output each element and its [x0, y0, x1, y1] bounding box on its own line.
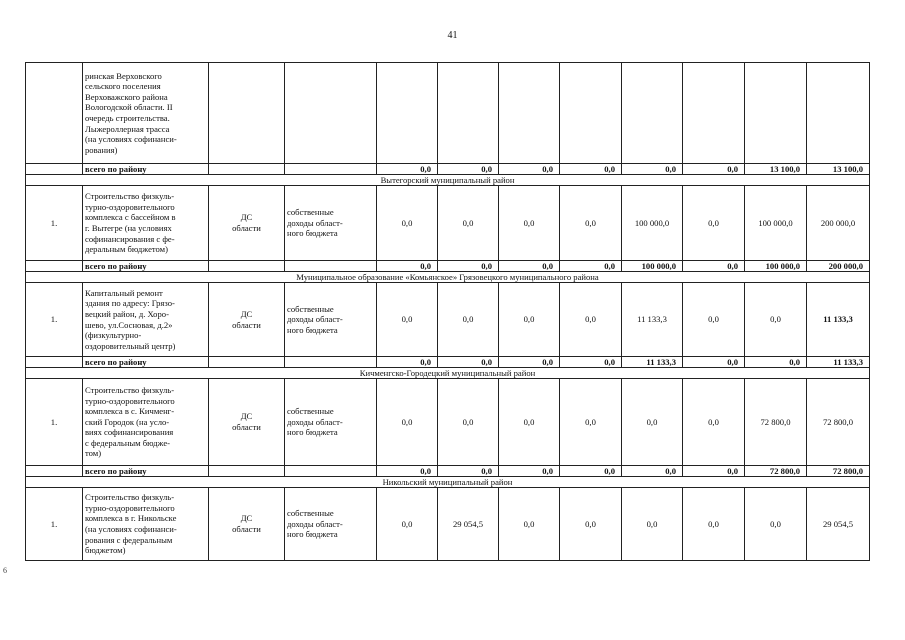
margin-mark: 6	[3, 566, 7, 575]
amount-cell: 0,0	[560, 466, 622, 477]
funding-line: ного бюджета	[287, 427, 338, 438]
amount-cell: 0,0	[499, 186, 560, 261]
amount-cell	[622, 63, 683, 164]
amount-cell: 0,0	[560, 186, 622, 261]
amount-cell: 0,0	[438, 186, 499, 261]
district-header-row	[26, 175, 870, 186]
amount-cell: 13 100,0	[807, 164, 870, 175]
funding-line: собственные	[287, 406, 334, 417]
project-description-line: рования)	[85, 144, 118, 155]
amount-cell: 0,0	[683, 488, 745, 561]
page-number: 41	[447, 30, 458, 41]
project-description-line: ринская Верховского	[85, 70, 162, 81]
amount-cell: 0,0	[499, 261, 560, 272]
source-line: области	[232, 524, 261, 534]
amount-cell: 29 054,5	[807, 488, 870, 561]
funding-cell	[285, 466, 377, 477]
project-description-line: Строительство физкуль-	[85, 191, 175, 202]
amount-cell: 0,0	[499, 466, 560, 477]
amount-cell: 0,0	[745, 283, 807, 357]
project-row	[26, 379, 870, 466]
amount-cell: 0,0	[499, 379, 560, 466]
district-title: Вытегорский муниципальный район	[26, 175, 870, 186]
project-description-line: Вологодской области. II	[85, 102, 173, 113]
total-label: всего по району	[83, 261, 209, 272]
source-cell	[209, 357, 285, 368]
source-cell	[209, 379, 285, 466]
amount-cell: 0,0	[438, 164, 499, 175]
funding-cell	[285, 63, 377, 164]
amount-cell: 0,0	[499, 488, 560, 561]
funding-line: доходы област-	[287, 217, 343, 228]
amount-cell: 29 054,5	[438, 488, 499, 561]
amount-cell: 200 000,0	[807, 261, 870, 272]
funding-line: доходы област-	[287, 416, 343, 427]
funding-line: собственные	[287, 207, 334, 218]
amount-cell: 11 133,3	[622, 357, 683, 368]
amount-cell: 0,0	[377, 466, 438, 477]
project-description-line: том)	[85, 448, 102, 459]
project-description-line: оздоровительный центр)	[85, 340, 176, 351]
funding-line: собственные	[287, 303, 334, 314]
source-line: ДС	[240, 308, 253, 319]
district-header-row	[26, 272, 870, 283]
source-cell	[209, 466, 285, 477]
row-index-cell: 1.	[26, 488, 83, 561]
district-total-row	[26, 261, 870, 272]
district-total-row	[26, 466, 870, 477]
source-cell	[209, 261, 285, 272]
project-row	[26, 186, 870, 261]
project-row	[26, 283, 870, 357]
district-header-row	[26, 368, 870, 379]
amount-cell: 0,0	[560, 379, 622, 466]
amount-cell	[560, 63, 622, 164]
project-description-line: шево, ул.Сосновая, д.2»	[85, 319, 173, 330]
amount-cell: 0,0	[683, 466, 745, 477]
amount-cell: 72 800,0	[745, 466, 807, 477]
project-description-line: очередь строительства.	[85, 113, 170, 123]
project-description-line: виях софинансирования	[85, 427, 174, 438]
row-index-cell	[26, 466, 83, 477]
amount-cell: 0,0	[683, 357, 745, 368]
funding-cell	[285, 379, 377, 466]
total-label: всего по району	[83, 164, 209, 175]
amount-cell: 11 133,3	[807, 357, 870, 368]
amount-cell: 200 000,0	[807, 186, 870, 261]
project-description-line: г. Вытегре (на условиях	[85, 223, 172, 233]
amount-cell: 0,0	[560, 283, 622, 357]
amount-cell: 0,0	[560, 164, 622, 175]
amount-cell: 0,0	[438, 261, 499, 272]
project-description-line: сельского поселения	[85, 81, 161, 92]
project-description-line: комплекса с бассейном в	[85, 212, 176, 223]
district-title: Кичменгско-Городецкий муниципальный район	[26, 368, 870, 379]
amount-cell: 0,0	[438, 466, 499, 477]
amount-cell: 0,0	[683, 283, 745, 357]
amount-cell: 100 000,0	[745, 261, 807, 272]
amount-cell: 0,0	[438, 357, 499, 368]
funding-cell	[285, 164, 377, 175]
source-line: области	[232, 223, 261, 233]
funding-cell	[285, 283, 377, 357]
amount-cell	[807, 63, 870, 164]
amount-cell: 0,0	[560, 357, 622, 368]
project-description	[83, 283, 209, 357]
funding-line: доходы област-	[287, 314, 343, 325]
amount-cell: 100 000,0	[622, 261, 683, 272]
funding-cell	[285, 186, 377, 261]
amount-cell: 72 800,0	[745, 379, 807, 466]
project-description-line: Капитальный ремонт	[85, 287, 163, 298]
project-row	[26, 63, 870, 164]
source-line: ДС	[240, 513, 253, 524]
project-description-line: ский Городок (на усло-	[85, 416, 170, 427]
amount-cell: 0,0	[377, 379, 438, 466]
amount-cell: 0,0	[377, 488, 438, 561]
project-description-line: рования с федеральным	[85, 534, 173, 545]
district-total-row	[26, 164, 870, 175]
source-cell	[209, 164, 285, 175]
amount-cell: 0,0	[683, 164, 745, 175]
project-description	[83, 63, 209, 164]
project-row	[26, 488, 870, 561]
row-index-cell	[26, 261, 83, 272]
amount-cell: 0,0	[377, 261, 438, 272]
project-description-line: вецкий район, д. Хоро-	[85, 308, 169, 319]
source-line: области	[232, 319, 261, 330]
amount-cell: 0,0	[560, 488, 622, 561]
project-description-line: с федеральным бюдже-	[85, 437, 171, 448]
amount-cell: 11 133,3	[807, 283, 870, 357]
source-line: ДС	[240, 411, 253, 422]
amount-cell: 0,0	[622, 488, 683, 561]
amount-cell: 72 800,0	[807, 466, 870, 477]
row-index-cell	[26, 164, 83, 175]
source-cell	[209, 283, 285, 357]
amount-cell: 0,0	[438, 283, 499, 357]
amount-cell: 0,0	[499, 164, 560, 175]
amount-cell: 0,0	[377, 283, 438, 357]
district-title: Никольский муниципальный район	[26, 477, 870, 488]
amount-cell	[745, 63, 807, 164]
amount-cell: 13 100,0	[745, 164, 807, 175]
amount-cell: 72 800,0	[807, 379, 870, 466]
project-description	[83, 186, 209, 261]
project-description-line: (на условиях софинанси-	[85, 524, 177, 534]
source-cell	[209, 186, 285, 261]
amount-cell: 0,0	[683, 261, 745, 272]
amount-cell: 0,0	[438, 379, 499, 466]
district-title: Муниципальное образование «Комьянское» Грязовецкого муниципального района	[26, 272, 870, 283]
funding-line: доходы област-	[287, 518, 343, 529]
amount-cell: 11 133,3	[622, 283, 683, 357]
amount-cell: 0,0	[622, 164, 683, 175]
budget-table	[25, 62, 870, 561]
project-description-line: Строительство физкуль-	[85, 384, 175, 395]
district-header-row	[26, 477, 870, 488]
project-description	[83, 488, 209, 561]
amount-cell	[683, 63, 745, 164]
funding-line: собственные	[287, 508, 334, 519]
project-description-line: турно-оздоровительного	[85, 201, 175, 212]
amount-cell	[438, 63, 499, 164]
row-index-cell: 1.	[26, 186, 83, 261]
source-line: ДС	[240, 212, 253, 223]
source-cell	[209, 63, 285, 164]
project-description-line: турно-оздоровительного	[85, 502, 175, 513]
row-index-cell	[26, 63, 83, 164]
amount-cell: 0,0	[745, 357, 807, 368]
project-description-line: софинансирования с фе-	[85, 233, 175, 244]
amount-cell	[499, 63, 560, 164]
funding-cell	[285, 357, 377, 368]
amount-cell: 0,0	[683, 186, 745, 261]
funding-line: ного бюджета	[287, 324, 338, 335]
project-description-line: комплекса в с. Кичменг-	[85, 406, 175, 417]
district-total-row	[26, 357, 870, 368]
amount-cell: 0,0	[683, 379, 745, 466]
funding-line: ного бюджета	[287, 529, 338, 540]
project-description-line: деральным бюджетом)	[85, 244, 168, 255]
source-line: области	[232, 422, 261, 432]
project-description-line: турно-оздоровительного	[85, 395, 175, 406]
project-description-line: Верховажского района	[85, 91, 168, 102]
row-index-cell: 1.	[26, 379, 83, 466]
project-description-line: комплекса в г. Никольске	[85, 513, 177, 524]
amount-cell: 0,0	[377, 186, 438, 261]
project-description-line: бюджетом)	[85, 545, 126, 556]
source-cell	[209, 488, 285, 561]
amount-cell: 100 000,0	[622, 186, 683, 261]
funding-cell	[285, 488, 377, 561]
amount-cell: 0,0	[622, 379, 683, 466]
row-index-cell: 1.	[26, 283, 83, 357]
project-description-line: (физкультурно-	[85, 330, 142, 341]
funding-line: ного бюджета	[287, 228, 338, 239]
project-description-line: здания по адресу: Грязо-	[85, 298, 175, 309]
amount-cell: 0,0	[622, 466, 683, 477]
amount-cell: 100 000,0	[745, 186, 807, 261]
project-description	[83, 379, 209, 466]
amount-cell	[377, 63, 438, 164]
project-description-line: (на условиях софинанси-	[85, 134, 177, 145]
amount-cell: 0,0	[377, 164, 438, 175]
amount-cell: 0,0	[560, 261, 622, 272]
row-index-cell	[26, 357, 83, 368]
amount-cell: 0,0	[499, 283, 560, 357]
total-label: всего по району	[83, 466, 209, 477]
project-description-line: Лыжероллерная трасса	[85, 123, 170, 134]
project-description-line: Строительство физкуль-	[85, 492, 175, 503]
amount-cell: 0,0	[745, 488, 807, 561]
funding-cell	[285, 261, 377, 272]
amount-cell: 0,0	[377, 357, 438, 368]
amount-cell: 0,0	[499, 357, 560, 368]
total-label: всего по району	[83, 357, 209, 368]
